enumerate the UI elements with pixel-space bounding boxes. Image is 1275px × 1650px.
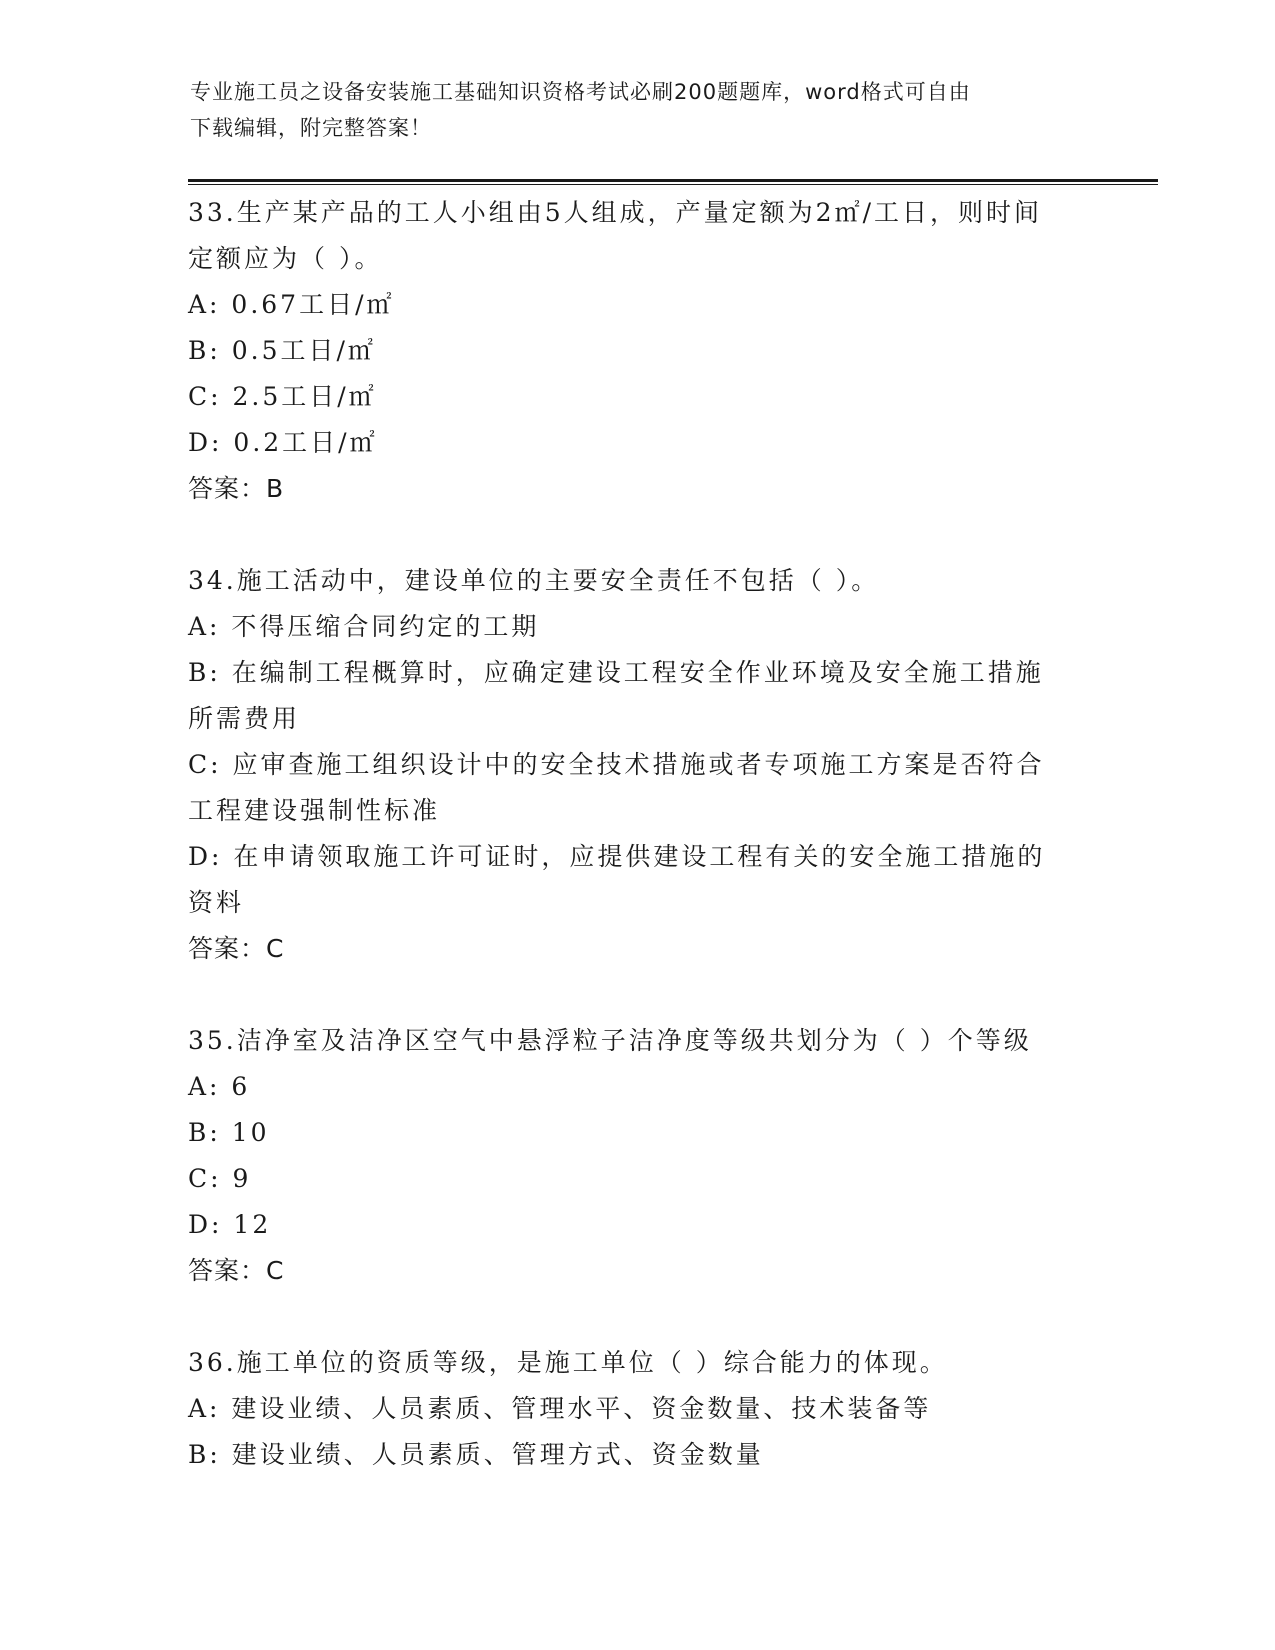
option-line: B: 建设业绩、人员素质、管理方式、资金数量 <box>188 1440 764 1469</box>
question-gap <box>188 1294 1088 1340</box>
option-line: 工程建设强制性标准 <box>188 796 441 825</box>
option-line: C: 9 <box>188 1164 252 1193</box>
option-line: A: 6 <box>188 1072 251 1101</box>
header-line-1: 专业施工员之设备安装施工基础知识资格考试必刷200题题库，word格式可自由 <box>190 80 971 104</box>
question-gap <box>188 972 1088 1018</box>
option-line: C: 应审查施工组织设计中的安全技术措施或者专项施工方案是否符合 <box>188 750 1045 779</box>
answer-line: 答案：B <box>188 474 285 503</box>
header-divider-thin <box>188 184 1158 185</box>
option-line: 资料 <box>188 888 245 917</box>
question-stem-line: 34.施工活动中，建设单位的主要安全责任不包括（ ）。 <box>188 566 880 595</box>
question-block <box>188 190 1088 512</box>
question-stem-line: 35.洁净室及洁净区空气中悬浮粒子洁净度等级共划分为（ ）个等级 <box>188 1026 1032 1055</box>
option-line: B: 10 <box>188 1118 270 1147</box>
question-gap <box>188 512 1088 558</box>
option-line: A: 0.67工日/㎡ <box>188 290 395 319</box>
answer-line: 答案：C <box>188 1256 285 1285</box>
document-header <box>190 74 1070 146</box>
option-line: B: 在编制工程概算时，应确定建设工程安全作业环境及安全施工措施 <box>188 658 1044 687</box>
question-block <box>188 558 1088 972</box>
header-divider-thick <box>188 179 1158 182</box>
option-line: A: 不得压缩合同约定的工期 <box>188 612 540 641</box>
header-line-2: 下载编辑，附完整答案！ <box>190 116 432 140</box>
question-stem-line: 定额应为（ ）。 <box>188 244 383 273</box>
option-line: D: 12 <box>188 1210 272 1239</box>
option-line: A: 建设业绩、人员素质、管理水平、资金数量、技术装备等 <box>188 1394 932 1423</box>
option-line: B: 0.5工日/㎡ <box>188 336 376 365</box>
question-stem-line: 33.生产某产品的工人小组由5人组成，产量定额为2㎡/工日，则时间 <box>188 198 1042 227</box>
question-block <box>188 1018 1088 1294</box>
question-list <box>188 190 1088 1478</box>
question-stem-line: 36.施工单位的资质等级，是施工单位（ ）综合能力的体现。 <box>188 1348 948 1377</box>
option-line: C: 2.5工日/㎡ <box>188 382 377 411</box>
answer-line: 答案：C <box>188 934 285 963</box>
question-block <box>188 1340 1088 1478</box>
option-line: D: 在申请领取施工许可证时，应提供建设工程有关的安全施工措施的 <box>188 842 1046 871</box>
option-line: 所需费用 <box>188 704 301 733</box>
option-line: D: 0.2工日/㎡ <box>188 428 378 457</box>
